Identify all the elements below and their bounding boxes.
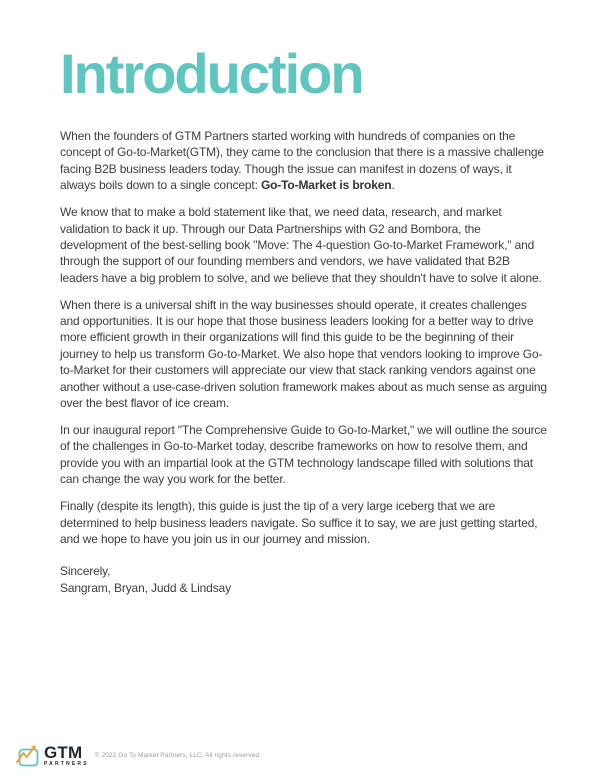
trend-chart-icon	[15, 742, 42, 769]
logo-brand-text: GTM	[44, 742, 83, 762]
page-title: Introduction	[60, 42, 363, 105]
page-footer	[15, 742, 261, 769]
paragraph-1-text: When the founders of GTM Partners started working with hundreds of companies on the concept of Go-to-Market(GTM), they came to the conclusion that there is a massive challenge facing B2B business leaders today. Though the issue can manifest in dozens of ways, it always boils down to a single concept:	[60, 129, 544, 193]
paragraph-4: In our inaugural report "The Comprehensive Guide to Go-to-Market," we will outline the source of the challenges in Go-to-Market today, describe frameworks on how to resolve them, and provide you with an impartial look at the GTM technology landscape filled with solutions that can change the way you work for the better.	[60, 423, 547, 487]
paragraph-1	[60, 128, 548, 194]
body-copy	[60, 128, 548, 596]
paragraph-1-period: .	[391, 178, 395, 193]
signature-block	[60, 563, 548, 596]
signature-closing: Sincerely,	[60, 564, 111, 579]
signature-names: Sangram, Bryan, Judd & Lindsay	[60, 580, 231, 595]
logo-partners-text: PARTNERS	[44, 760, 89, 767]
paragraph-5: Finally (despite its length), this guide is just the tip of a very large iceberg that we are determined to help business leaders navigate. So suffice it to say, we are just getting started, and we hope to have you join us in our journey and mission.	[60, 499, 538, 546]
paragraph-2: We know that to make a bold statement like that, we need data, research, and market validation to back it up. Through our Data Partnerships with G2 and Bombora, the development of the best-selling book "Move: The 4-question Go-to-Market Framework," and through the support of our founding members and vendors, we have validated that B2B leaders have a big problem to solve, and we believe that they shouldn't have to solve it alone.	[60, 205, 542, 285]
copyright-text: © 2022 Go To Market Partners, LLC. All rights reserved.	[94, 752, 261, 759]
paragraph-1-bold-phrase: Go-To-Market is broken	[260, 178, 392, 193]
logo-wordmark	[44, 742, 89, 767]
gtm-partners-logo	[15, 742, 89, 769]
paragraph-3: When there is a universal shift in the way businesses should operate, it creates challenges and opportunities. It is our hope that those business leaders looking for a better way to drive more efficient growth in their organizations will find this guide to be the beginning of their journey to help us transform Go-to-Market. We also hope that vendors looking to improve Go-to-Market for their customers will appreciate our view that stack ranking vendors against one another without a use-case-driven solution framework makes about as much sense as arguing over the best flavor of ice cream.	[60, 297, 547, 411]
